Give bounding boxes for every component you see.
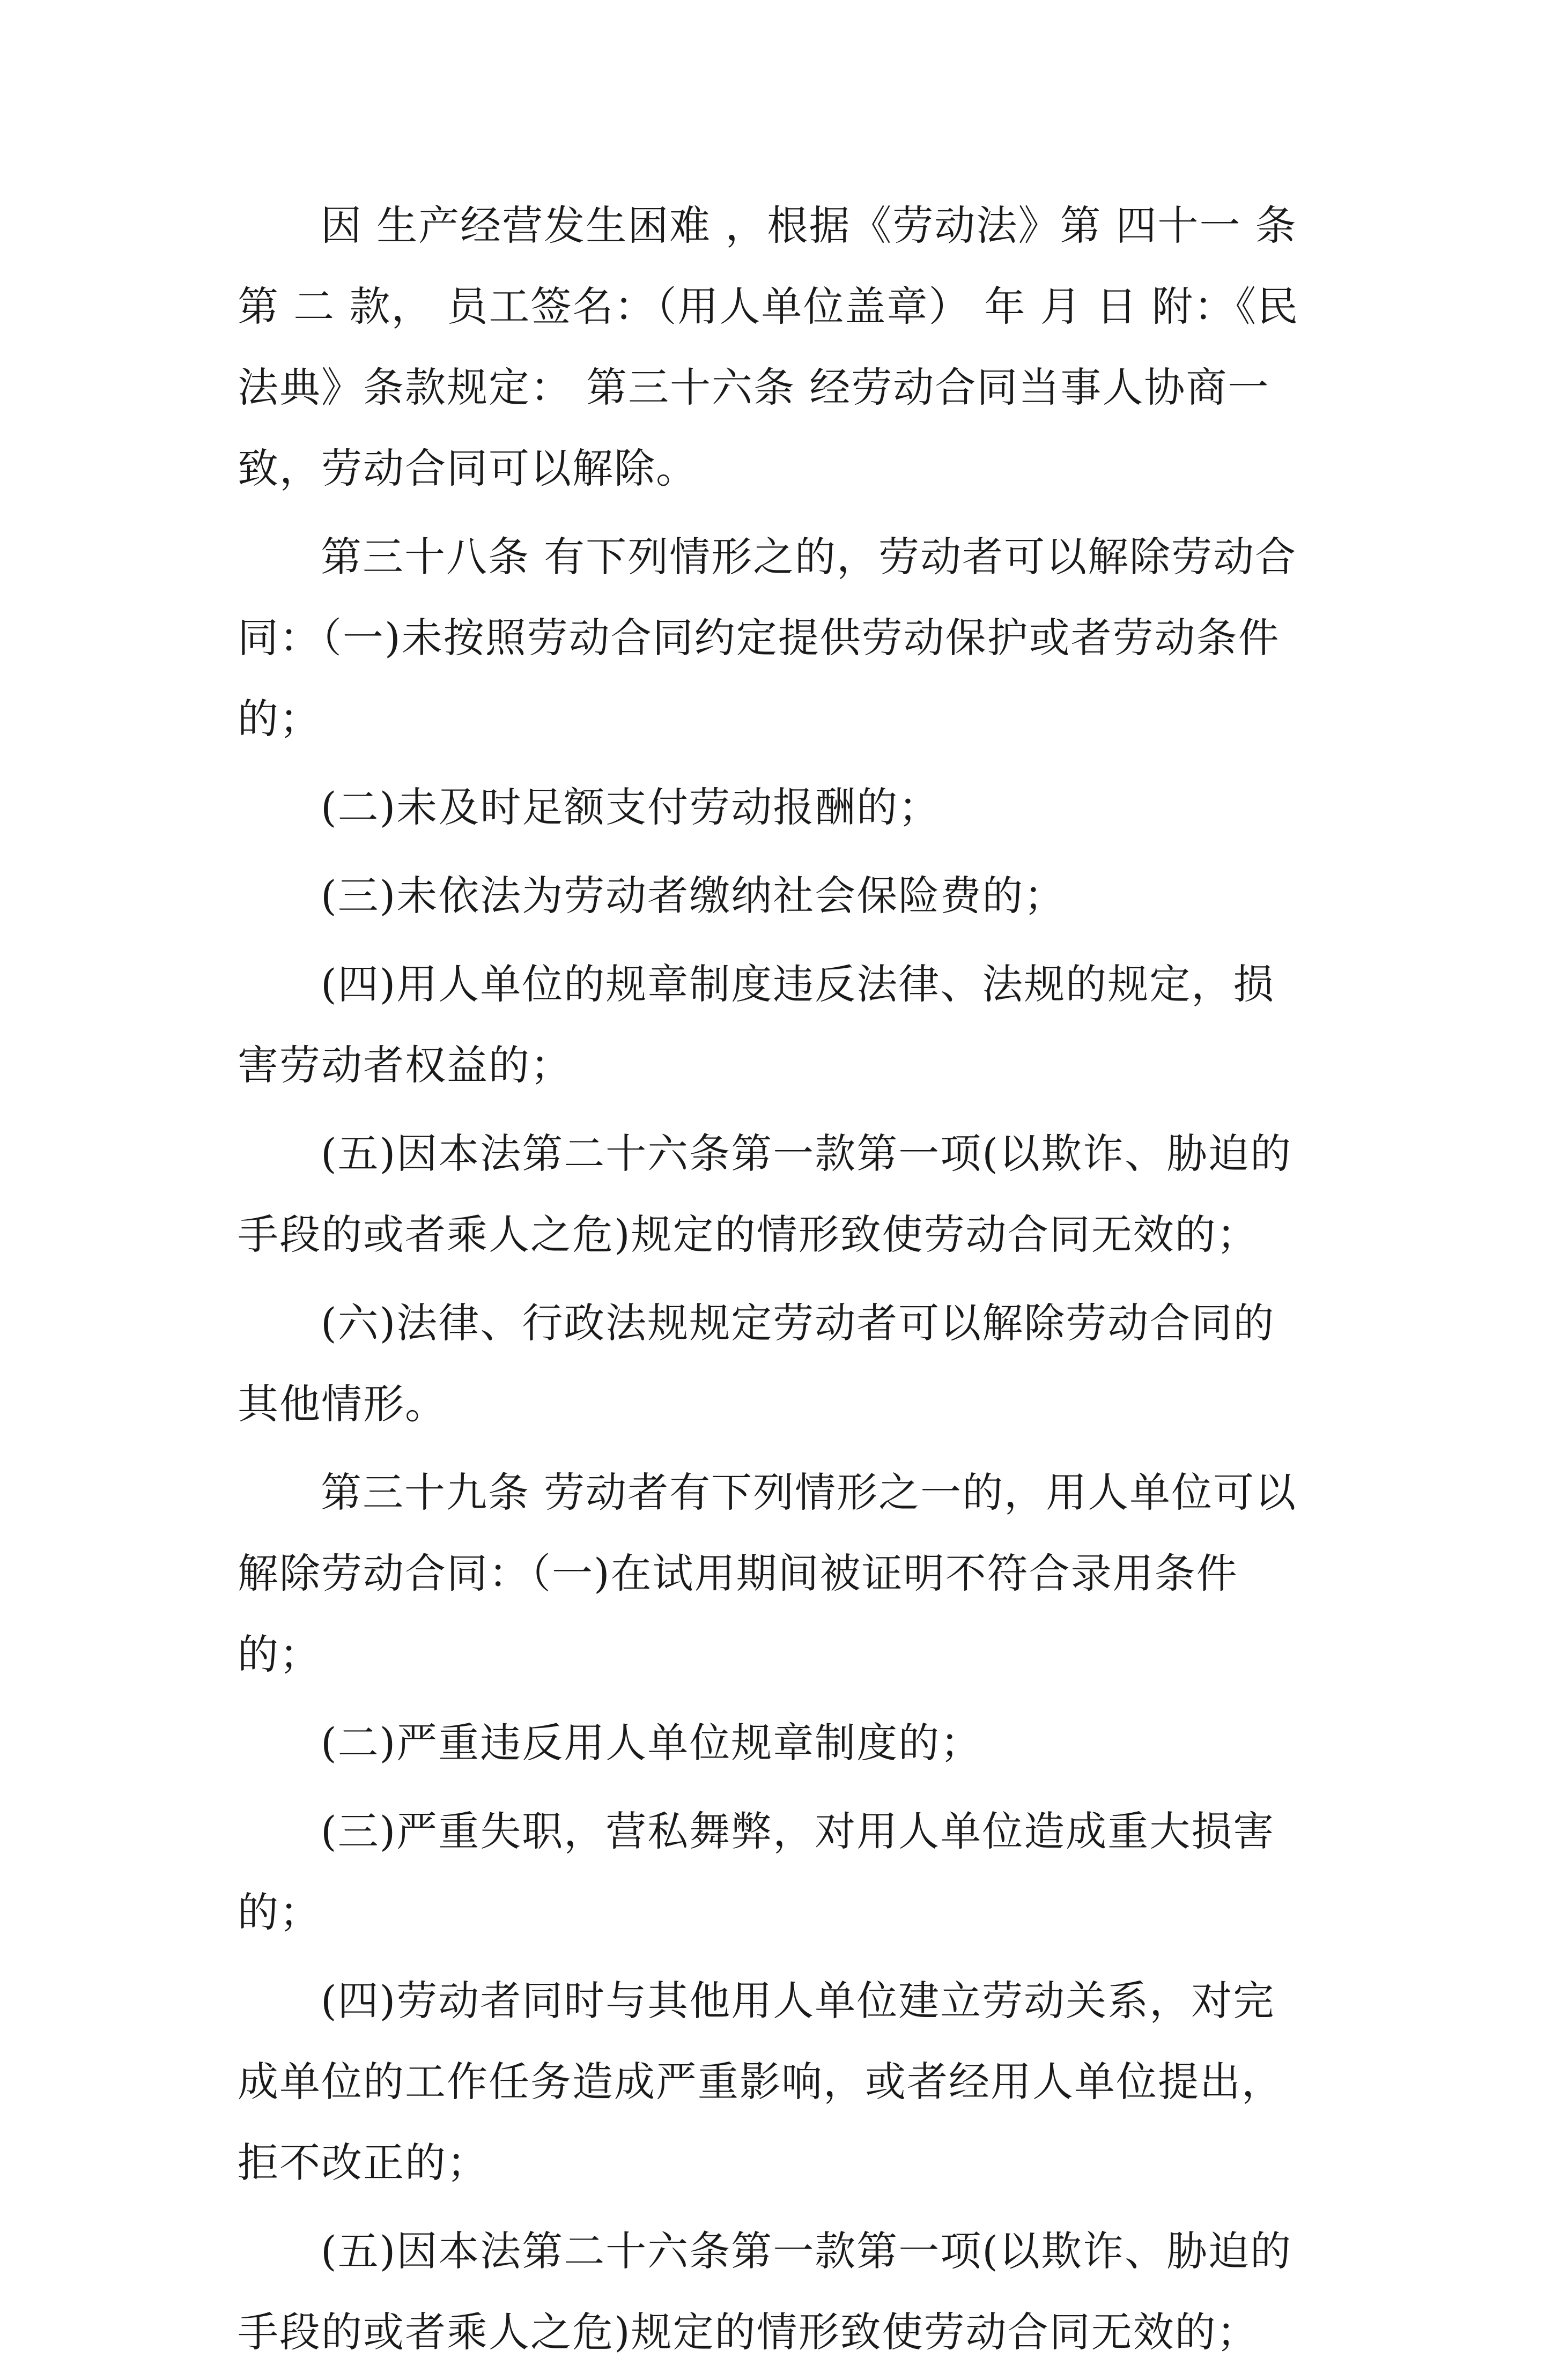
paragraph-article-39-item-2: (二)严重违反用人单位规章制度的； xyxy=(321,1719,982,1767)
paragraph-article-38-item-4: (四)用人单位的规章制度违反法律、法规的规定，损害劳动者权益的； xyxy=(238,960,1275,1089)
paragraph-article-39: 第三十九条 劳动者有下列情形之一的，用人单位可以解除劳动合同：（一)在试用期间被证明不符合录用条件的； xyxy=(238,1469,1297,1678)
paragraph-article-38-item-6: (六)法律、行政法规规定劳动者可以解除劳动合同的其他情形。 xyxy=(238,1299,1275,1428)
paragraph-article-39-item-3: (三)严重失职，营私舞弊，对用人单位造成重大损害的； xyxy=(238,1807,1275,1936)
paragraph-article-39-item-5: (五)因本法第二十六条第一款第一项(以欺诈、胁迫的手段的或者乘人之危)规定的情形致使劳动合同无效的； xyxy=(238,2227,1292,2356)
paragraph-article-38-item-3: (三)未依法为劳动者缴纳社会保险费的； xyxy=(321,872,1066,920)
paragraph-article-38: 第三十八条 有下列情形之的，劳动者可以解除劳动合同：（一)未按照劳动合同约定提供劳动保护或者劳动条件的； xyxy=(238,533,1297,743)
paragraph-dismissal-reason: 因 生产经营发生困难 ，根据《劳动法》第 四十一 条 第 二 款， 员工签名：（用人单位盖章） 年 月 日 附：《民法典》条款规定： 第三十六条 经劳动合同当事人协商一致，劳动合同可以解除。 xyxy=(238,202,1299,492)
document-body xyxy=(238,185,1310,2380)
paragraph-article-39-item-4: (四)劳动者同时与其他用人单位建立劳动关系，对完成单位的工作任务造成严重影响，或者经用人单位提出，拒不改正的； xyxy=(238,1977,1283,2186)
paragraph-article-38-item-2: (二)未及时足额支付劳动报酬的； xyxy=(321,783,941,831)
paragraph-article-38-item-5: (五)因本法第二十六条第一款第一项(以欺诈、胁迫的手段的或者乘人之危)规定的情形致使劳动合同无效的； xyxy=(238,1130,1292,1258)
